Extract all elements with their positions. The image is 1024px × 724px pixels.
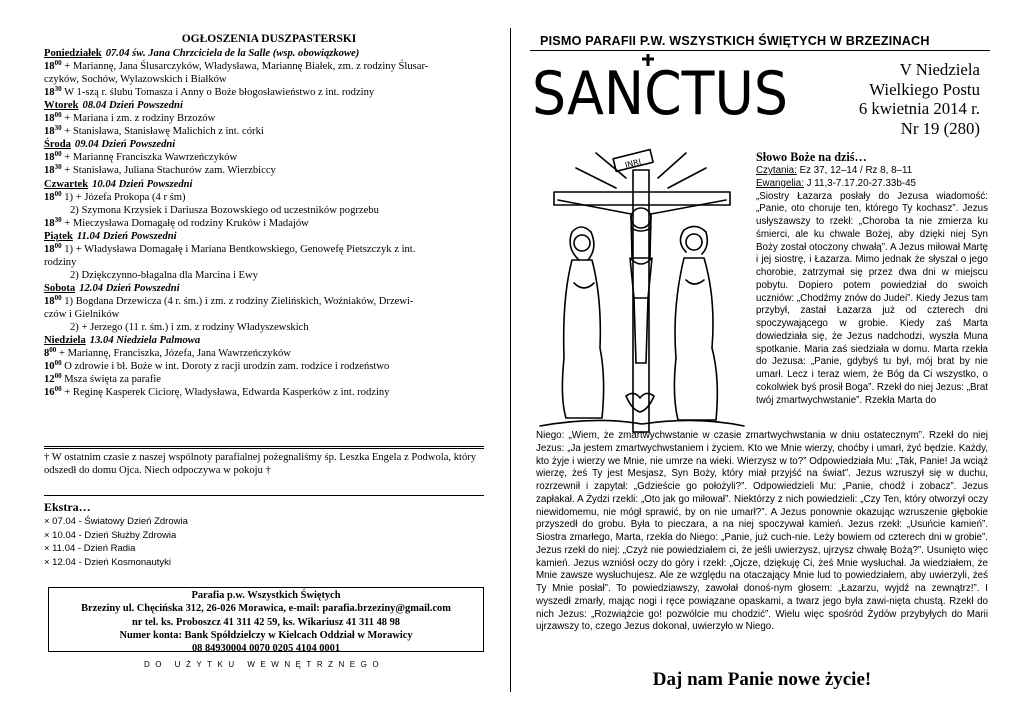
mass-time — [44, 61, 62, 72]
day-heading — [44, 99, 494, 112]
day-date: 07.04 św. Jana Chrzciciela de la Salle (wsp. obowiązkowe) — [105, 48, 360, 60]
column-divider — [510, 28, 511, 692]
mass-intention: 2) Szymona Krzysiek i Dariusza Bozowskiego od uczestników pogrzebu — [70, 204, 379, 216]
mass-intention: 1) + Józefa Prokopa (4 r śm) — [64, 191, 186, 203]
mass-entry — [44, 243, 494, 256]
issue-number: Nr 19 (280) — [900, 118, 980, 138]
mass-entry — [44, 386, 494, 399]
day-date: 12.04 Dzień Powszedni — [79, 282, 180, 294]
mass-entry — [44, 112, 494, 125]
mass-time — [44, 152, 62, 163]
mass-intention: Msza święta za parafie — [64, 374, 162, 386]
day-name: Środa — [44, 139, 71, 151]
day-name: Sobota — [44, 282, 76, 294]
ekstra-item: × 10.04 - Dzień Służby Zdrowia — [44, 529, 177, 541]
mass-hour: 18 — [44, 87, 55, 99]
mass-hour: 18 — [44, 243, 55, 255]
mass-hour: 8 — [44, 348, 50, 360]
header-rule — [530, 50, 990, 51]
mass-intention: rodziny — [44, 256, 77, 268]
mass-minute: 00 — [54, 111, 62, 120]
readings-label: Czytania: — [756, 165, 797, 176]
mass-entry — [44, 373, 494, 386]
parish-contact-box — [48, 587, 484, 655]
mass-minute: 00 — [54, 150, 62, 159]
contact-line: Parafia p.w. Wszystkich Świętych — [191, 590, 341, 601]
mass-intention: 1) Bogdana Drzewicza (4 r. śm.) i zm. z rodziny Zielińskich, Woźniaków, Drzewi- — [64, 295, 414, 307]
gospel-label: Ewangelia: — [756, 177, 804, 189]
mass-time — [44, 293, 62, 307]
day-heading — [44, 334, 494, 347]
mass-intention: W 1-szą r. ślubu Tomasza i Anny o Boże błogosławieństwo z int. rodziny — [64, 87, 375, 99]
crucifixion-illustration — [536, 148, 748, 434]
mass-intention: + Mariannę, Franciszka, Józefa, Jana Wawrzeńczyków — [58, 348, 291, 360]
mass-time — [44, 215, 62, 229]
ekstra-title: Ekstra… — [44, 500, 91, 514]
contact-line: Numer konta: Bank Spółdzielczy w Kielcach Oddział w Morawicy — [119, 629, 413, 641]
gospel-text-continued: Niego: „Wiem, że zmartwychwstanie w czasie zmartwychwstania w dniu ostatecznym”. Rzekł do niej Jezus: „Ja jestem zmartwychwstaniem i życiem. Kto we Mnie wierzy, choćby i umarł, żyć będzie. Każdy, kto żyje i wierzy we Mnie, nie umrze na wieki. Wierzysz w to?” Odpowiedziała Mu: „Tak, Panie! Ja wciąż wierzę, żeś Ty jest Mesjasz, Syn Boży, który miał przyjść na świat”. Jezus wzruszył się w duchu, rozrzewnił i zapytał: „Gdzieście go położyli?”. Odpowiedzieli Mu: „Panie, chodź i zobacz”. Jezus zapłakał. A Żydzi rzekli: „Oto jak go miłował”. Niektórzy z nich powiedzieli: „Czy Ten, który otworzył oczy niewidomemu, nie mógł sprawić, by on nie umarł?”. A Jezus ponownie okazując wzruszenie głębokie przyszedł do grobu. Była to pieczara, a na niej spoczywał kamień. Jezus rzekł: „Usuńcie kamień”. Siostra zmarłego, Marta, rzekła do Niego: „Panie, już cuch-nie. Leży bowiem od czterech dni w grobie”. Jezus rzekł do niej: „Czyż nie powiedziałem ci, że jeśli uwierzysz, ujrzysz chwałę Bożą?”. Usunięto więc kamień. Jezus wzniósł oczy do góry i rzekł: „Ojcze, dziękuję Ci, żeś Mnie wysłuchał. Ja wiedziałem, że Mnie zawsze wysłuchujesz. Ale ze względu na otaczający Mnie lud to powiedziałem, aby uwierzyli, żeś Ty Mnie posłał”. To powiedziawszy, zawołał donoś-nym głosem: „Łazarzu, wyjdź na zewnątrz!”. I wyszedł zmarły, mając nogi i ręce powiązane opaskami, a twarz jego była zawi-nięta chustą. Rzekł do nich Jezus: „Rozwiążcie go! pozwólcie mu chodzić”. Wielu więc spośród Żydów przybyłych do Marii ujrzawszy to, czego Jezus dokonał, uwierzyło w Niego. — [536, 430, 988, 633]
mass-intention: 1) + Władysława Domagałę i Mariana Bentkowskiego, Genowefę Pietszczyk z int. — [64, 243, 416, 255]
obituary-notice: † W ostatnim czasie z naszej wspólnoty parafialnej pożegnaliśmy śp. Leszka Engela z Podwola, który odszedł do domu Ojca. Niech odpoczywa w pokoju † — [44, 452, 477, 476]
contact-line: nr tel. ks. Proboszcz 41 311 42 59, ks. Wikariusz 41 311 48 98 — [132, 616, 400, 628]
mass-time — [44, 87, 62, 98]
mass-intention: + Stanisława, Juliana Stachurów zam. Wierzbiccy — [64, 165, 276, 177]
mass-hour: 18 — [44, 217, 55, 229]
ekstra-item: × 12.04 - Dzień Kosmonautyki — [44, 556, 171, 568]
contact-line: Brzeziny ul. Chęcińska 312, 26-026 Morawica, e-mail: parafia.brzeziny@gmail.com — [81, 603, 451, 615]
issue-date: 6 kwietnia 2014 r. — [858, 99, 980, 118]
day-date: 10.04 Dzień Powszedni — [92, 178, 193, 190]
gospel-title: Słowo Boże na dziś… — [756, 150, 867, 164]
gospel-ref-line — [756, 178, 988, 191]
issue-season: Wielkiego Postu — [869, 79, 980, 99]
mass-hour: 18 — [44, 61, 55, 73]
mass-minute: 00 — [54, 385, 62, 394]
mass-hour: 10 — [44, 361, 55, 373]
day-name: Czwartek — [44, 178, 89, 190]
mass-minute: 00 — [54, 241, 62, 250]
mass-minute: 00 — [54, 372, 62, 381]
ekstra-item: × 07.04 - Światowy Dzień Zdrowia — [44, 516, 188, 527]
readings-line — [756, 165, 988, 178]
mass-minute: 00 — [54, 59, 62, 68]
mass-time — [44, 189, 62, 203]
mass-minute: 30 — [54, 85, 62, 94]
day-heading — [44, 47, 494, 60]
mass-hour: 18 — [44, 152, 55, 164]
separator-rule — [44, 495, 484, 496]
closing-motto: Daj nam Panie nowe życie! — [652, 669, 872, 690]
mass-entry — [44, 73, 494, 86]
mass-time — [44, 348, 56, 359]
mass-entry — [44, 347, 494, 360]
day-heading — [44, 178, 494, 191]
day-date: 09.04 Dzień Powszedni — [74, 139, 176, 151]
day-heading — [44, 138, 494, 151]
day-heading — [44, 282, 494, 295]
mass-hour: 16 — [44, 387, 55, 399]
mass-entry — [44, 295, 494, 308]
day-date: 08.04 Dzień Powszedni — [82, 100, 183, 112]
mass-intention: O zdrowie i bł. Boże w int. Doroty z racji urodzin zam. rodzice i rodzeństwo — [64, 361, 390, 373]
mass-time — [44, 165, 62, 176]
mass-intention: 2) Dziękczynno-błagalna dla Marcina i Ewy — [70, 269, 258, 281]
masthead-text: SANCTUS — [532, 59, 788, 128]
mass-intention: 2) + Jerzego (11 r. śm.) i zm. z rodziny Władyszewskich — [70, 322, 309, 334]
mass-entry — [44, 60, 494, 73]
day-date: 11.04 Dzień Powszedni — [76, 230, 177, 242]
mass-hour: 18 — [44, 191, 55, 203]
issue-sunday: V Niedziela — [899, 60, 980, 79]
newsletter-header: PISMO PARAFII P.W. WSZYSTKICH ŚWIĘTYCH W BRZEZINACH — [540, 34, 930, 48]
announcements-title: OGŁOSZENIA DUSZPASTERSKI — [181, 33, 357, 45]
mass-entry — [44, 125, 494, 138]
issue-info — [800, 60, 980, 138]
mass-time — [44, 113, 62, 124]
day-name: Poniedziałek — [44, 48, 102, 60]
day-date: 13.04 Niedziela Palmowa — [89, 335, 201, 347]
day-name: Piątek — [44, 230, 73, 242]
mass-intention: czów i Gielników — [44, 308, 120, 320]
ekstra-item: × 11.04 - Dzień Radia — [44, 543, 136, 554]
mass-minute: 00 — [54, 359, 62, 368]
readings-ref: Ez 37, 12–14 / Rz 8, 8–11 — [799, 165, 913, 176]
day-heading — [44, 230, 494, 243]
mass-entry — [44, 204, 494, 217]
mass-hour: 18 — [44, 295, 55, 307]
mass-entry — [44, 151, 494, 164]
gospel-block — [756, 150, 988, 407]
inri-label: INRI — [624, 157, 642, 170]
mass-entry — [44, 164, 494, 177]
mass-minute: 00 — [54, 189, 62, 198]
mass-time — [44, 387, 62, 398]
gospel-text-column: „Siostry Łazarza posłały do Jezusa wiadomość: „Panie, oto choruje ten, którego Ty kochasz”. Jezus usłyszawszy to rzekł: „Choroba ta nie zmierza ku śmierci, ale ku chwale Bożej, aby dzięki niej Syn Boży został otoczony chwałą”. A Jezus miłował Martę i jej siostrę, i Łazarza. Mimo jednak że słyszał o jego chorobie, zatrzymał się przez dwa dni w miejscu pobytu. Dopiero potem powiedział do swoich uczniów: „Chodźmy znów do Judei”. Kiedy Jezus tam przybył, zastał Łazarza już od czterech dni spoczywającego w grobie. Kiedy zaś Marta dowiedziała się, że Jezus nadchodzi, wyszła Muna spotkanie. Maria zaś siedziała w domu. Marta rzekła do Jezusa: „Panie, gdybyś tu był, mój brat by nie umarł. Lecz i teraz wiem, że Bóg da Ci wszystko, o cokolwiek byś prosił Boga”. Rzekł do niej Jezus: „Brat twój zmartwychwstanie”. Rzekła Marta do — [756, 190, 988, 406]
mass-intention: + Mariannę, Jana Ślusarczyków, Władysława, Mariannę Białek, zm. z rodziny Ślusar- — [64, 61, 429, 73]
mass-time — [44, 374, 62, 385]
mass-time — [44, 241, 62, 255]
contact-line: 08 84930004 0070 0205 4104 0001 — [191, 643, 341, 655]
mass-hour: 18 — [44, 126, 55, 138]
announcements-column — [44, 33, 494, 399]
mass-intention: + Mieczysława Domagałę od rodziny Kruków i Madajów — [64, 217, 309, 229]
mass-time — [44, 361, 62, 372]
ekstra-section — [44, 500, 484, 569]
mass-intention: + Mariannę Franciszka Wawrzeńczyków — [64, 152, 238, 164]
mass-hour: 12 — [44, 374, 55, 386]
mass-hour: 18 — [44, 113, 55, 125]
separator-rule — [44, 446, 484, 449]
mass-entry — [44, 86, 494, 99]
mass-intention: czyków, Sochów, Wylazowskich i Białków — [44, 74, 227, 86]
mass-hour: 18 — [44, 165, 55, 177]
mass-entry — [44, 308, 494, 321]
mass-entry — [44, 360, 494, 373]
mass-minute: 00 — [54, 293, 62, 302]
mass-intention: + Mariana i zm. z rodziny Brzozów — [64, 113, 216, 125]
mass-intention: + Reginę Kasperek Ciciorę, Władysława, Edwarda Kasperków z int. rodziny — [64, 387, 390, 399]
mass-minute: 30 — [54, 124, 62, 133]
mass-schedule — [44, 47, 494, 399]
mass-entry — [44, 256, 494, 269]
sanctus-masthead-logo — [530, 52, 792, 128]
gospel-ref: J 11,3-7.17.20-27.33b-45 — [806, 177, 916, 189]
mass-entry — [44, 217, 494, 230]
mass-minute: 30 — [54, 163, 62, 172]
mass-entry — [44, 191, 494, 204]
mass-intention: + Stanisława, Stanisławę Malichich z int. córki — [64, 126, 264, 138]
mass-entry — [44, 321, 494, 334]
mass-minute: 30 — [54, 215, 62, 224]
day-name: Niedziela — [44, 335, 86, 347]
day-name: Wtorek — [44, 100, 79, 112]
mass-time — [44, 126, 62, 137]
mass-entry — [44, 269, 494, 282]
mass-minute: 00 — [49, 346, 57, 355]
internal-use-footer: DO UŻYTKU WEWNĘTRZNEGO — [143, 660, 385, 669]
